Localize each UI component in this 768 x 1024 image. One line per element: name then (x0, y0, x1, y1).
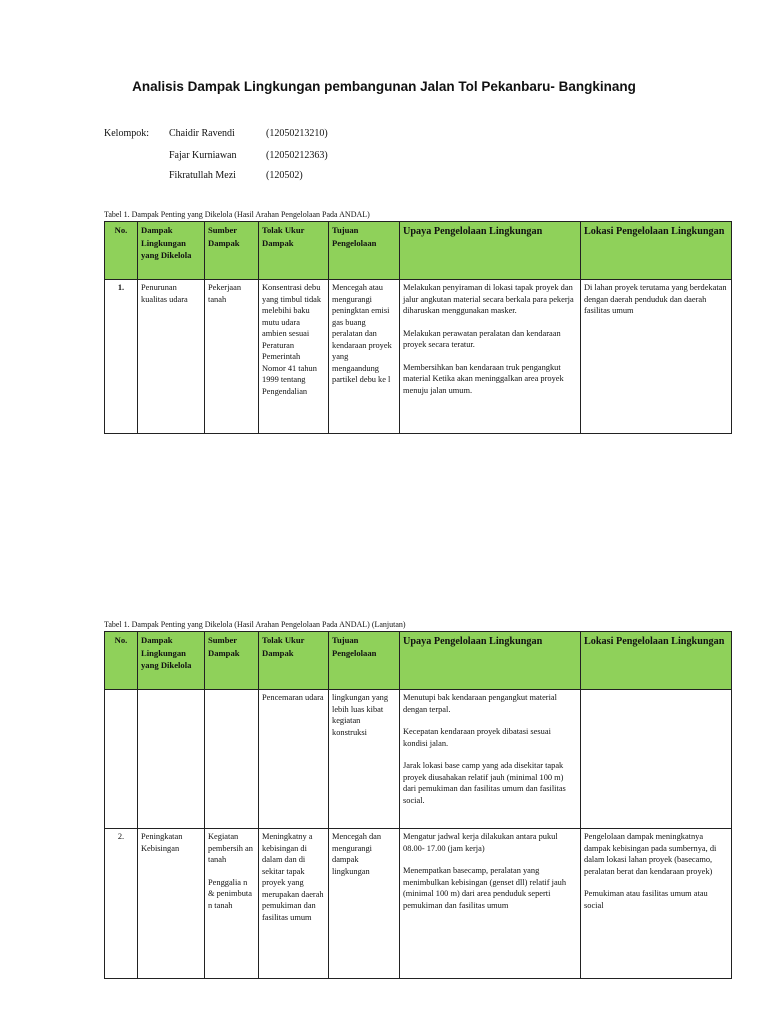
cell-sumber (205, 829, 259, 979)
table-row (105, 280, 732, 434)
impact-table (104, 221, 732, 434)
member-name: Fajar Kurniawan (169, 150, 237, 161)
member-id: (12050212363) (266, 150, 328, 161)
upaya-item: Kecepatan kendaraan proyek dibatasi sesuai kondisi jalan. (403, 727, 551, 748)
row-number: 2. (105, 829, 138, 979)
member-name: Chaidir Ravendi (169, 128, 235, 139)
table-row (105, 690, 732, 829)
upaya-item: Jarak lokasi base camp yang ada disekitar tapak proyek diusahakan relatif jauh (minimal 100 m) dari pemukiman dan fasilitas umum dan fasilitas social. (403, 761, 566, 805)
row-number: 1. (105, 280, 138, 434)
col-header-upaya: Upaya Pengelolaan Lingkungan (400, 632, 581, 690)
cell-tolak-ukur: Pencemaran udara (259, 690, 329, 829)
table-caption: Tabel 1. Dampak Penting yang Dikelola (Hasil Arahan Pengelolaan Pada ANDAL) (Lanjutan) (104, 620, 406, 629)
col-header-lokasi: Lokasi Pengelolaan Lingkungan (581, 222, 732, 280)
table-header-row (105, 632, 732, 690)
col-header-no: No. (105, 222, 138, 280)
cell-upaya (400, 280, 581, 434)
upaya-item: Mengatur jadwal kerja dilakukan antara pukul 08.00- 17.00 (jam kerja) (403, 832, 558, 853)
cell-tolak-ukur: Meningkatny a kebisingan di dalam dan di sekitar tapak proyek yang merupakan daerah pemukiman dan fasilitas umum (259, 829, 329, 979)
table-header-row (105, 222, 732, 280)
cell-lokasi: Di lahan proyek terutama yang berdekatan dengan daerah penduduk dan daerah fasilitas umum (581, 280, 732, 434)
table-caption: Tabel 1. Dampak Penting yang Dikelola (Hasil Arahan Pengelolaan Pada ANDAL) (104, 210, 370, 219)
col-header-tujuan: Tujuan Pengelolaan (329, 632, 400, 690)
col-header-lokasi: Lokasi Pengelolaan Lingkungan (581, 632, 732, 690)
upaya-item: Melakukan penyiraman di lokasi tapak proyek dan jalur angkutan material secara berkala para pekerja diharuskan menggunakan masker. (403, 283, 574, 315)
cell-dampak: Penurunan kualitas udara (138, 280, 205, 434)
col-header-no: No. (105, 632, 138, 690)
upaya-item: Menempatkan basecamp, peralatan yang menimbulkan kebisingan (genset dll) relatif jauh (minimal 100 m) dari area penduduk seperti pemukiman dan fasilitas umum (403, 866, 567, 910)
member-name: Fikratullah Mezi (169, 170, 236, 181)
lokasi-item: Pemukiman atau fasilitas umum atau social (584, 889, 708, 910)
col-header-tolak-ukur: Tolak Ukur Dampak (259, 632, 329, 690)
col-header-tujuan: Tujuan Pengelolaan (329, 222, 400, 280)
cell-dampak (138, 690, 205, 829)
cell-tujuan: Mencegah dan mengurangi dampak lingkungan (329, 829, 400, 979)
sumber-item: Penggalia n & penimbuta n tanah (208, 877, 252, 910)
impact-table-continued (104, 631, 732, 979)
document-title: Analisis Dampak Lingkungan pembangunan Jalan Tol Pekanbaru- Bangkinang (132, 79, 636, 94)
col-header-sumber: Sumber Dampak (205, 222, 259, 280)
cell-upaya (400, 829, 581, 979)
col-header-sumber: Sumber Dampak (205, 632, 259, 690)
col-header-dampak: Dampak Lingkungan yang Dikelola (138, 632, 205, 690)
row-number (105, 690, 138, 829)
cell-sumber (205, 690, 259, 829)
col-header-tolak-ukur: Tolak Ukur Dampak (259, 222, 329, 280)
upaya-item: Menutupi bak kendaraan pengangkut material dengan terpal. (403, 693, 557, 714)
cell-upaya (400, 690, 581, 829)
cell-tolak-ukur: Konsentrasi debu yang timbul tidak melebihi baku mutu udara ambien sesuai Peraturan Pemerintah Nomor 41 tahun 1999 tentang Pengendalian (259, 280, 329, 434)
table-row (105, 829, 732, 979)
sumber-item: Kegiatan pembersih an tanah (208, 832, 253, 864)
col-header-dampak: Dampak Lingkungan yang Dikelola (138, 222, 205, 280)
cell-tujuan: Mencegah atau mengurangi peningktan emisi gas buang peralatan dan kendaraan proyek yang mengaandung partikel debu ke l (329, 280, 400, 434)
upaya-item: Melakukan perawatan peralatan dan kendaraan proyek secara teratur. (403, 328, 561, 349)
cell-tujuan: lingkungan yang lebih luas kibat kegiatan konstruksi (329, 690, 400, 829)
cell-lokasi (581, 829, 732, 979)
upaya-item: Membersihkan ban kendaraan truk pengangkut material Ketika akan meninggalkan area proyek menuju jalan umum. (403, 362, 564, 395)
col-header-upaya: Upaya Pengelolaan Lingkungan (400, 222, 581, 280)
cell-lokasi (581, 690, 732, 829)
lokasi-item: Pengelolaan dampak meningkatnya dampak kebisingan pada sumbernya, di dalam lokasi lahan proyek (basecamo, peralatan berat dan kendaraan proyek) (584, 832, 717, 876)
member-id: (120502) (266, 170, 303, 181)
cell-sumber: Pekerjaan tanah (205, 280, 259, 434)
group-label: Kelompok: (104, 128, 149, 139)
member-id: (12050213210) (266, 128, 328, 139)
cell-dampak: Peningkatan Kebisingan (138, 829, 205, 979)
